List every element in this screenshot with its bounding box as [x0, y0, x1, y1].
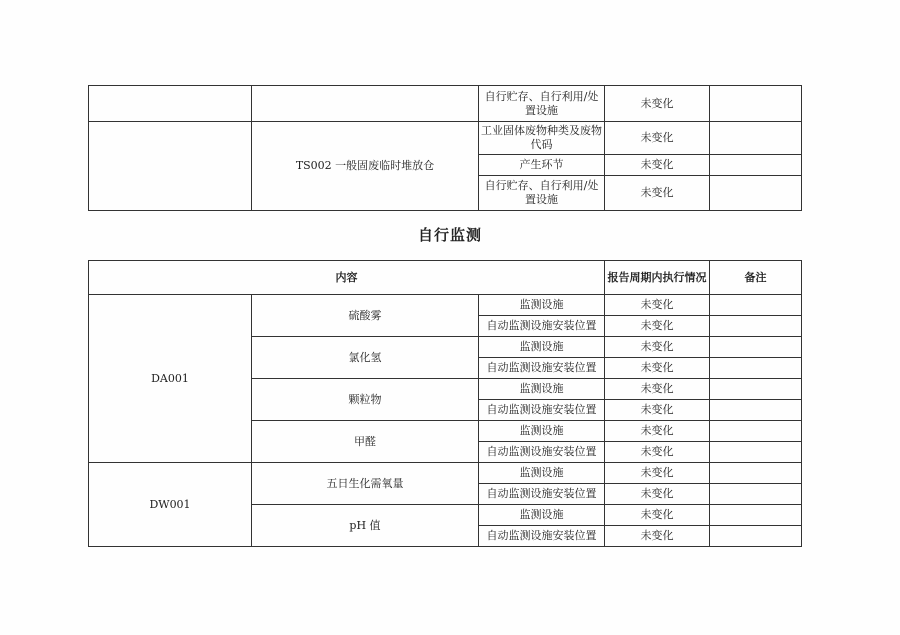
note-cell — [710, 295, 802, 316]
item-cell: 自动监测设施安装位置 — [479, 442, 605, 463]
header-row — [89, 261, 802, 295]
note-cell — [710, 122, 802, 155]
status-cell: 未变化 — [605, 421, 710, 442]
item-cell: 监测设施 — [479, 505, 605, 526]
status-cell: 未变化 — [605, 155, 710, 176]
outlet-cell — [89, 122, 252, 211]
outlet-cell: DA001 — [89, 295, 252, 463]
status-cell: 未变化 — [605, 86, 710, 122]
section-title: 自行监测 — [417, 226, 482, 244]
note-cell — [710, 400, 802, 421]
note-cell — [710, 176, 802, 211]
note-cell — [710, 421, 802, 442]
note-cell — [710, 316, 802, 337]
item-cell: 工业固体废物种类及废物代码 — [479, 122, 605, 155]
item-cell: 监测设施 — [479, 463, 605, 484]
pollutant-cell: 氯化氢 — [252, 337, 479, 379]
item-cell: 自动监测设施安装位置 — [479, 316, 605, 337]
outlet-cell: DW001 — [89, 463, 252, 547]
pollutant-cell: 颗粒物 — [252, 379, 479, 421]
header-status: 报告周期内执行情况 — [605, 261, 710, 295]
item-cell: 监测设施 — [479, 421, 605, 442]
status-cell: 未变化 — [605, 442, 710, 463]
table-row — [89, 86, 802, 122]
header-content: 内容 — [89, 261, 605, 295]
status-cell: 未变化 — [605, 295, 710, 316]
item-cell: 监测设施 — [479, 295, 605, 316]
self-monitoring-table — [88, 260, 802, 547]
item-cell: 自动监测设施安装位置 — [479, 400, 605, 421]
note-cell — [710, 379, 802, 400]
status-cell: 未变化 — [605, 358, 710, 379]
status-cell: 未变化 — [605, 122, 710, 155]
solid-waste-table — [88, 85, 802, 211]
item-cell: 自动监测设施安装位置 — [479, 526, 605, 547]
table-row — [89, 463, 802, 484]
pollutant-cell: 五日生化需氧量 — [252, 463, 479, 505]
note-cell — [710, 442, 802, 463]
status-cell: 未变化 — [605, 484, 710, 505]
header-note: 备注 — [710, 261, 802, 295]
note-cell — [710, 463, 802, 484]
table-row — [89, 122, 802, 155]
item-cell: 监测设施 — [479, 337, 605, 358]
status-cell: 未变化 — [605, 463, 710, 484]
status-cell: 未变化 — [605, 176, 710, 211]
facility-cell — [252, 86, 479, 122]
item-cell: 监测设施 — [479, 379, 605, 400]
note-cell — [710, 337, 802, 358]
status-cell: 未变化 — [605, 316, 710, 337]
item-cell: 自动监测设施安装位置 — [479, 358, 605, 379]
note-cell — [710, 86, 802, 122]
status-cell: 未变化 — [605, 337, 710, 358]
note-cell — [710, 358, 802, 379]
note-cell — [710, 155, 802, 176]
note-cell — [710, 484, 802, 505]
note-cell — [710, 526, 802, 547]
status-cell: 未变化 — [605, 400, 710, 421]
note-cell — [710, 505, 802, 526]
table-row — [89, 295, 802, 316]
status-cell: 未变化 — [605, 379, 710, 400]
item-cell: 自动监测设施安装位置 — [479, 484, 605, 505]
status-cell: 未变化 — [605, 526, 710, 547]
pollutant-cell: pH 值 — [252, 505, 479, 547]
pollutant-cell: 甲醛 — [252, 421, 479, 463]
item-cell: 自行贮存、自行利用/处置设施 — [479, 176, 605, 211]
item-cell: 产生环节 — [479, 155, 605, 176]
status-cell: 未变化 — [605, 505, 710, 526]
pollutant-cell: 硫酸雾 — [252, 295, 479, 337]
item-cell: 自行贮存、自行利用/处置设施 — [479, 86, 605, 122]
facility-cell: TS002 一般固废临时堆放仓 — [252, 122, 479, 211]
outlet-cell — [89, 86, 252, 122]
